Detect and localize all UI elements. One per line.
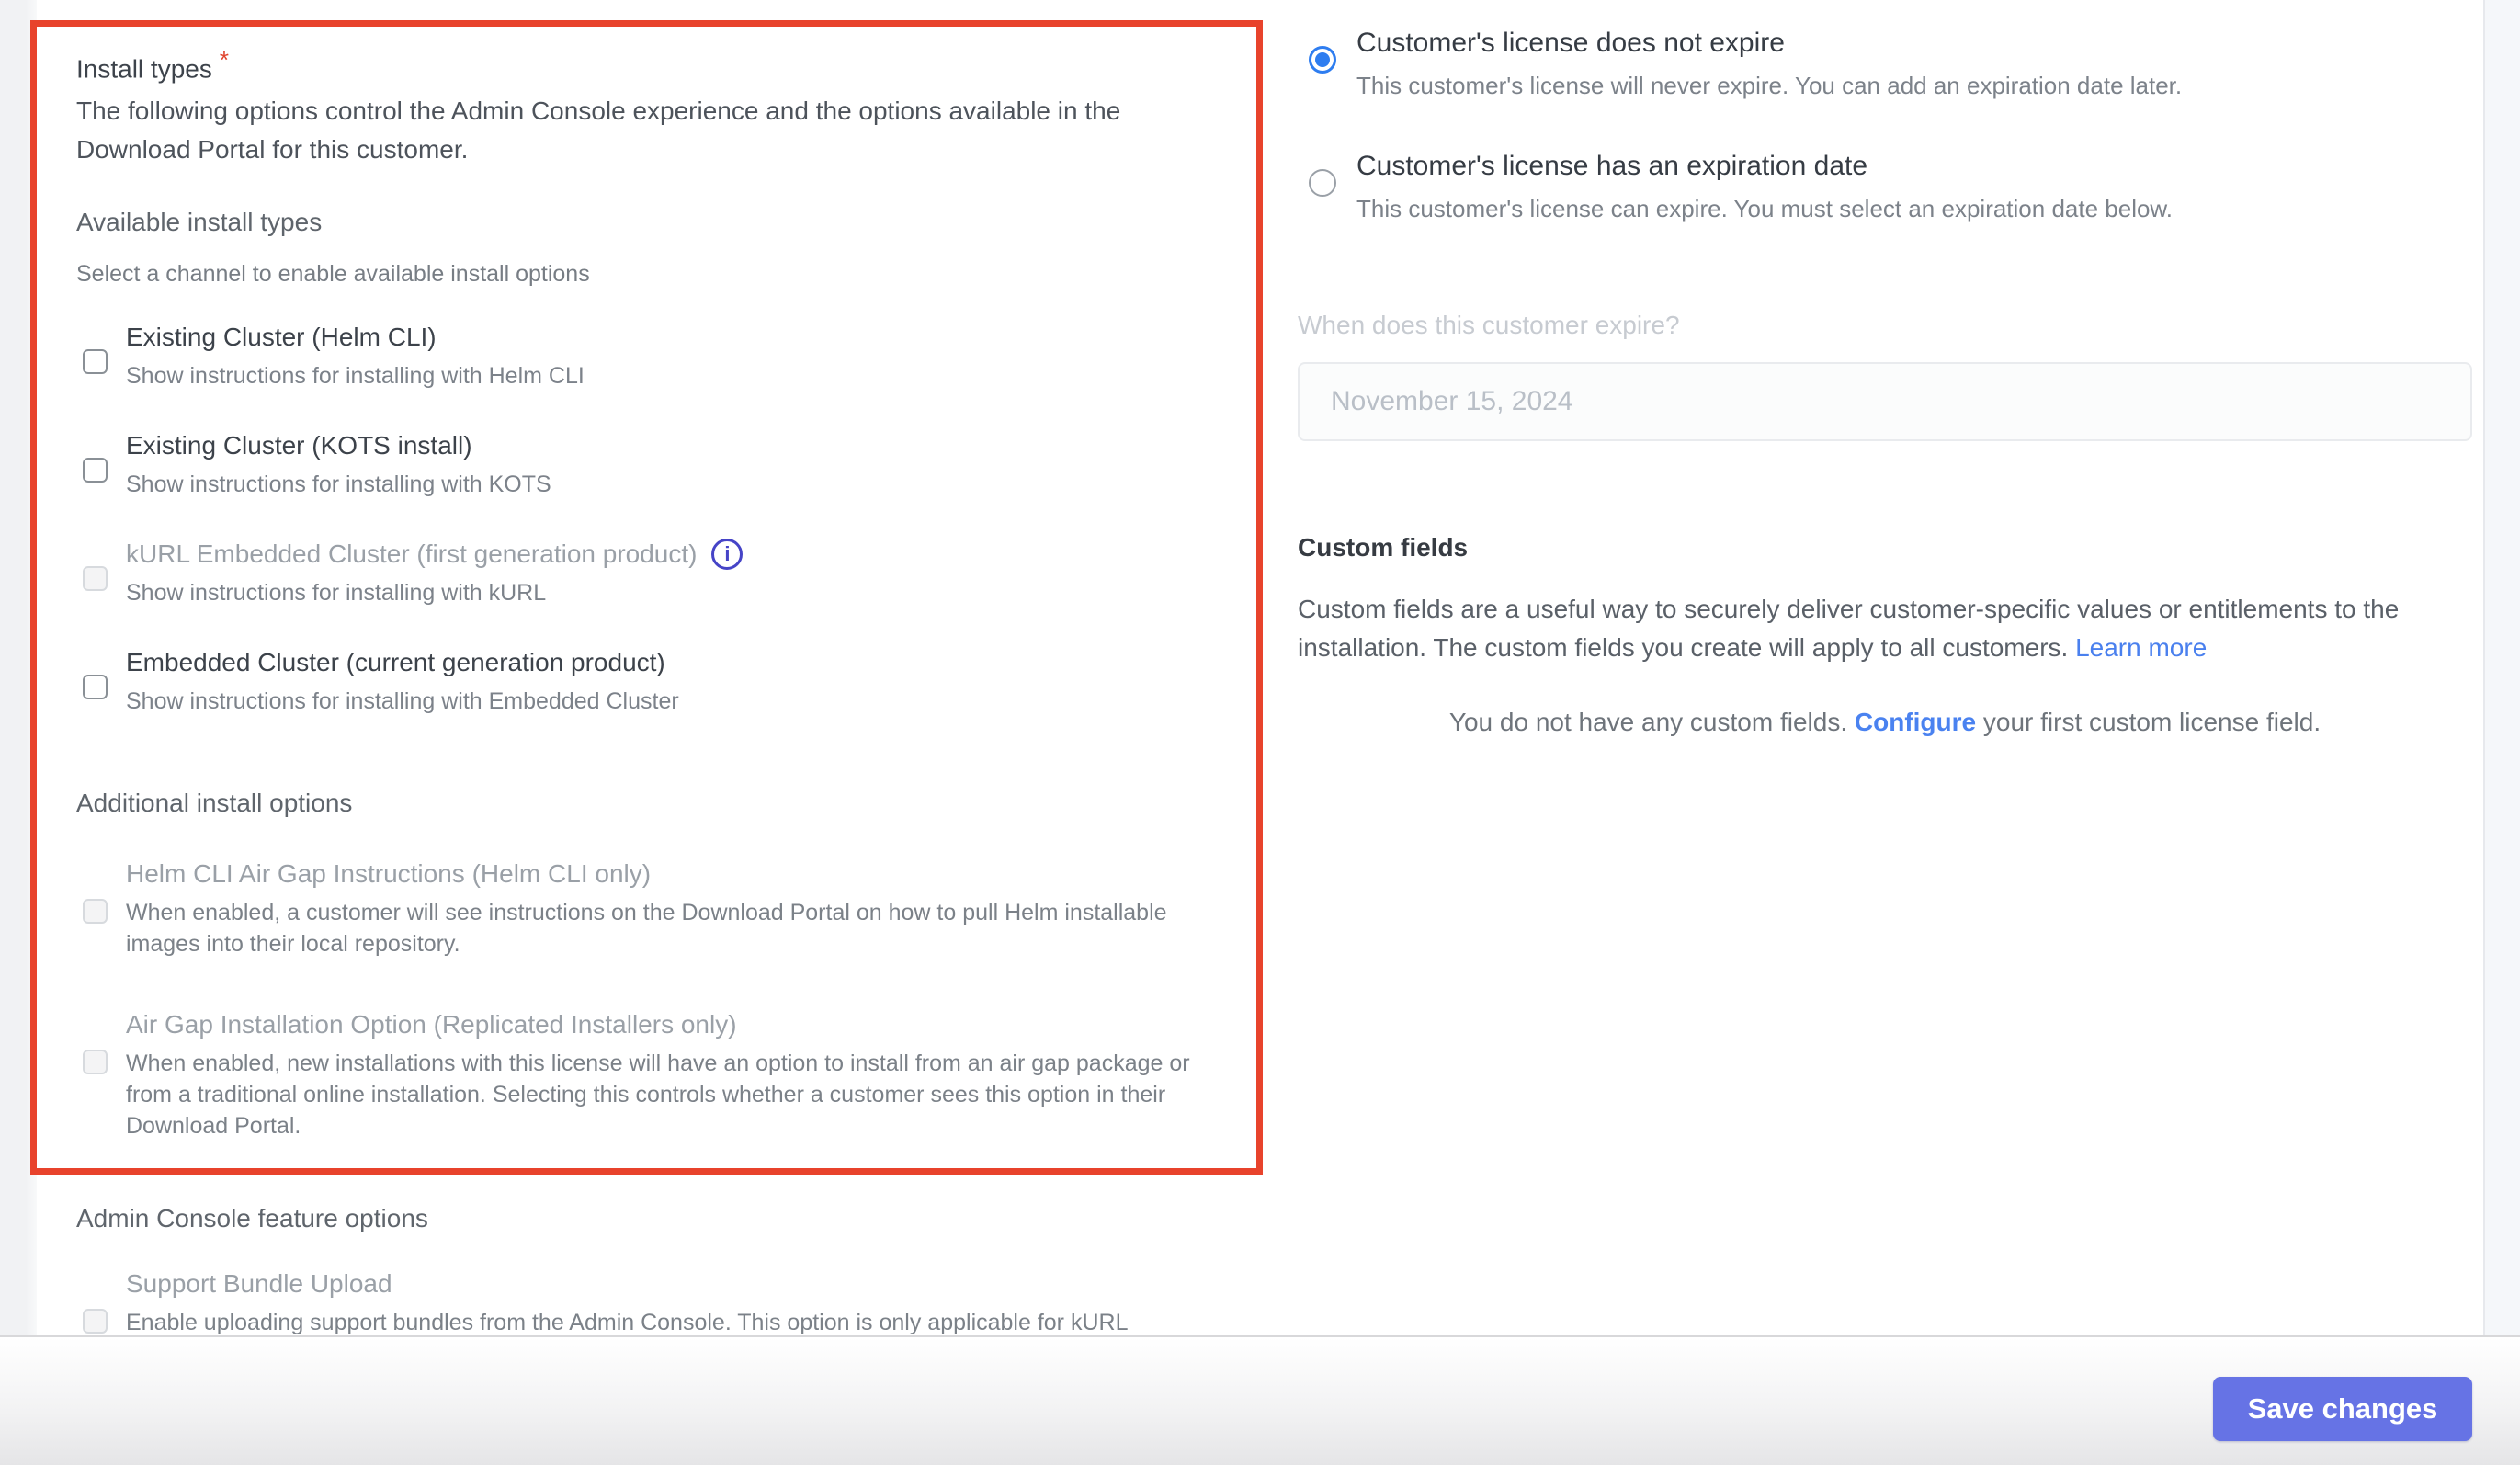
radio-button-selected[interactable] — [1309, 46, 1336, 74]
option-label: Air Gap Installation Option (Replicated Installers only) — [126, 1010, 737, 1039]
footer-bar — [0, 1335, 2520, 1465]
radio-description: This customer's license will never expire. You can add an expiration date later. — [1356, 72, 2183, 99]
license-has-expiration-option — [1309, 147, 2476, 224]
custom-fields-heading: Custom fields — [1298, 533, 1469, 562]
checkbox[interactable] — [83, 458, 108, 483]
required-asterisk: * — [219, 46, 229, 74]
install-types-title — [76, 46, 229, 84]
install-option-description: Show instructions for installing with KOTS — [126, 471, 551, 497]
option-helm-airgap — [83, 857, 1259, 960]
radio-button[interactable] — [1309, 169, 1336, 197]
option-description: When enabled, new installations with this license will have an option to install from an air gap package or from a traditional online installation. Selecting this controls whether a customer sees this option in their Download Portal. — [126, 1050, 1190, 1139]
checkbox[interactable] — [83, 349, 108, 374]
checkbox-disabled — [83, 1050, 108, 1074]
checkbox-disabled — [83, 566, 108, 591]
radio-label[interactable]: Customer's license does not expire — [1356, 28, 1785, 58]
info-icon[interactable]: i — [711, 539, 743, 570]
empty-state-prefix: You do not have any custom fields. — [1448, 708, 1855, 736]
install-option-label: Existing Cluster (Helm CLI) — [126, 323, 437, 351]
expire-question-label: When does this customer expire? — [1298, 311, 1680, 339]
install-option-label: Existing Cluster (KOTS install) — [126, 431, 472, 460]
checkbox-disabled — [83, 899, 108, 924]
install-option-kots — [83, 428, 1259, 500]
option-label: Support Bundle Upload — [126, 1269, 392, 1298]
radio-label[interactable]: Customer's license has an expiration date — [1356, 151, 1868, 181]
install-option-embedded-cluster — [83, 645, 1259, 717]
save-changes-button[interactable]: Save changes — [2213, 1377, 2472, 1441]
install-option-label-text: kURL Embedded Cluster (first generation product) — [126, 539, 698, 568]
install-option-label — [126, 537, 1259, 572]
license-no-expire-option — [1309, 24, 2476, 101]
learn-more-link[interactable]: Learn more — [2075, 633, 2208, 662]
option-label: Helm CLI Air Gap Instructions (Helm CLI only) — [126, 859, 652, 888]
install-option-kurl — [83, 537, 1259, 608]
install-option-label: Embedded Cluster (current generation product) — [126, 648, 665, 676]
custom-fields-description-text: Custom fields are a useful way to securely deliver customer-specific values or entitlements to the installation. The custom fields you create will apply to all customers. — [1298, 595, 2400, 662]
option-description: Enable uploading support bundles from the Admin Console. This option is only applicable for kURL — [126, 1310, 1129, 1335]
empty-state-suffix: your first custom license field. — [1976, 708, 2321, 736]
expiration-date-input[interactable] — [1298, 362, 2472, 441]
radio-description: This customer's license can expire. You must select an expiration date below. — [1356, 195, 2173, 222]
install-types-title-text: Install types — [76, 54, 212, 84]
additional-install-options-heading: Additional install options — [76, 789, 353, 817]
available-install-types-subheading: Select a channel to enable available install options — [76, 261, 590, 287]
admin-console-feature-options-heading: Admin Console feature options — [76, 1204, 428, 1232]
install-option-description: Show instructions for installing with kURL — [126, 580, 547, 606]
configure-link[interactable]: Configure — [1854, 708, 1977, 736]
install-option-description: Show instructions for installing with Helm CLI — [126, 363, 585, 389]
checkbox-disabled — [83, 1309, 108, 1334]
custom-fields-empty-state — [1298, 708, 2472, 737]
install-option-description: Show instructions for installing with Embedded Cluster — [126, 688, 679, 714]
custom-fields-description — [1298, 590, 2451, 667]
option-airgap-installation — [83, 1007, 1259, 1141]
right-edge-panel — [2483, 0, 2520, 1335]
install-option-helm-cli — [83, 320, 1259, 392]
available-install-types-heading: Available install types — [76, 208, 323, 236]
checkbox[interactable] — [83, 675, 108, 699]
install-types-description: The following options control the Admin Console experience and the options available in the Download Portal for this customer. — [76, 97, 1121, 164]
option-support-bundle-upload — [83, 1266, 1259, 1335]
option-description: When enabled, a customer will see instructions on the Download Portal on how to pull Helm installable images into their local repository. — [126, 900, 1167, 957]
